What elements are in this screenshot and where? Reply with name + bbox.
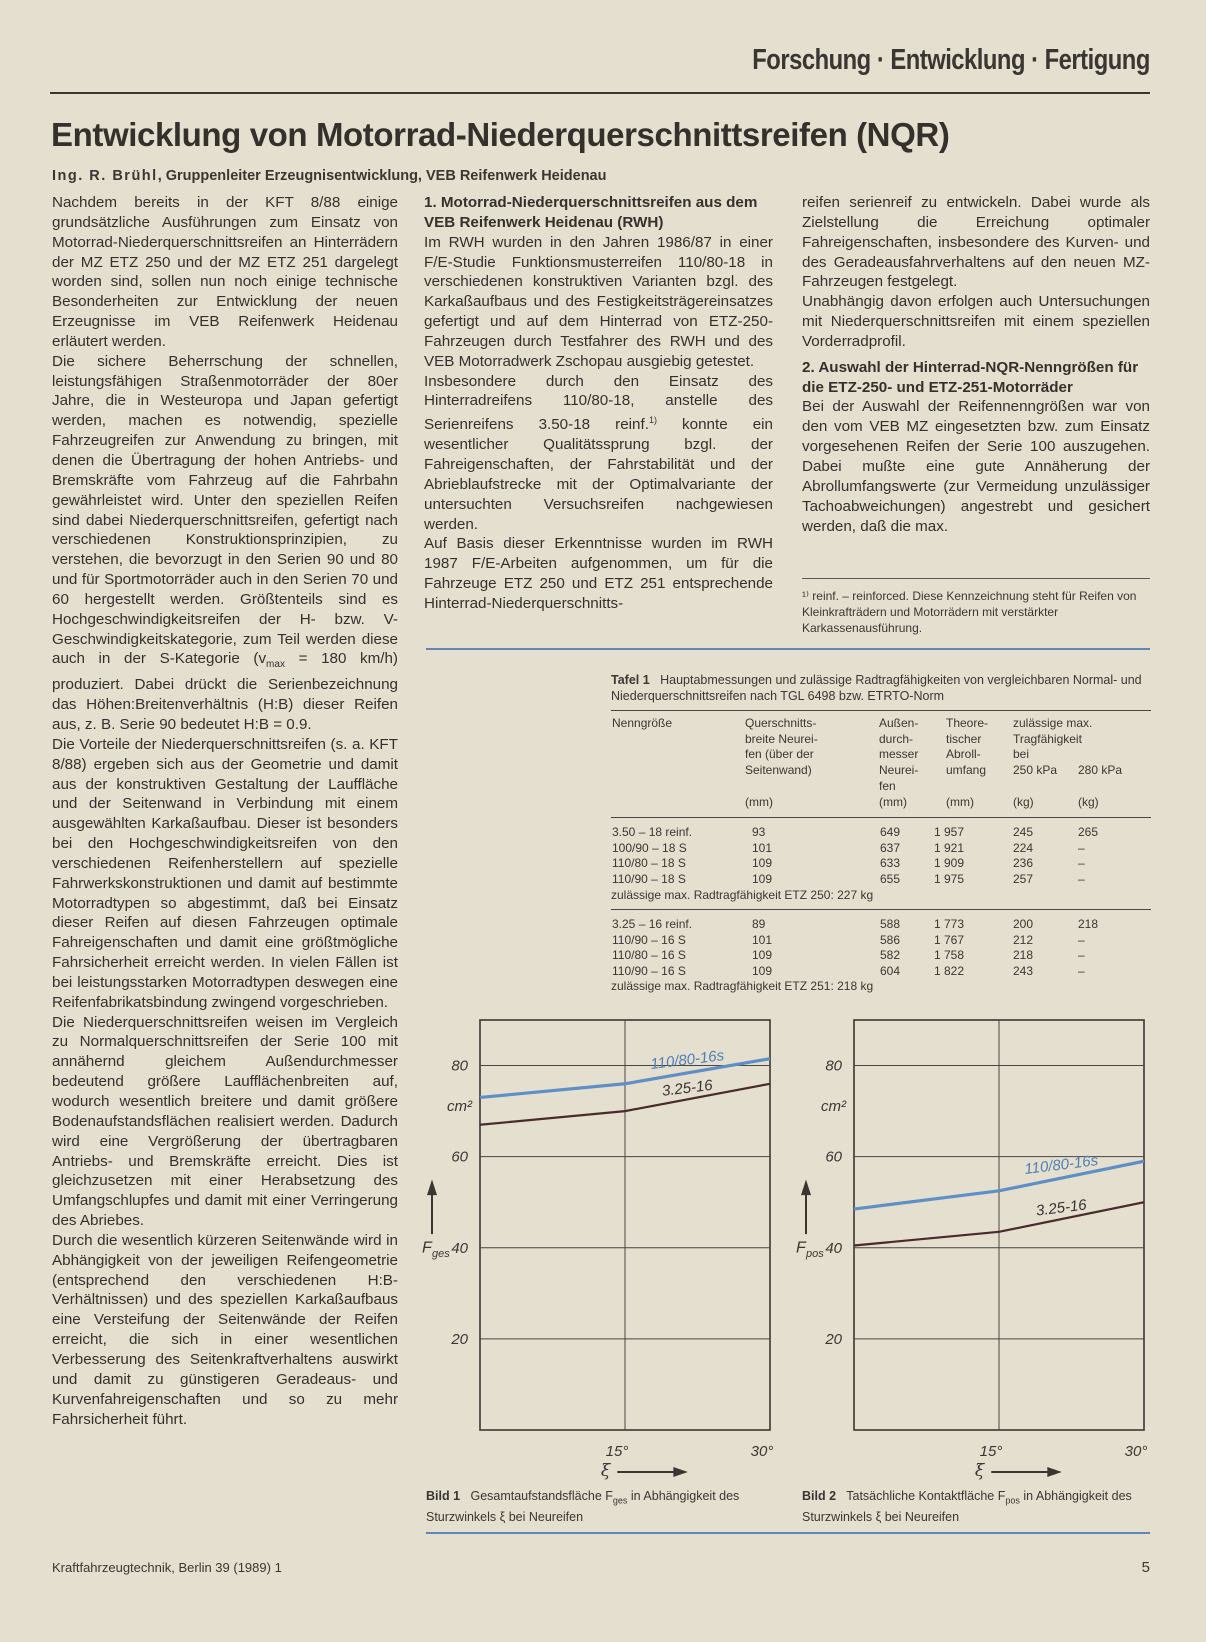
y-unit-label: cm² — [821, 1098, 846, 1116]
table-cell: 3.25 – 16 reinf. — [612, 917, 693, 931]
table-cell: 200 — [1013, 917, 1034, 931]
paragraph: Die Vorteile der Niederquerschnittsreifen (s. a. KFT 8/88) ergeben sich aus der Geometrie und damit aus der konstruktiven Gestaltung der Lauffläche und der Seitenwand in Verbindung mit einem ausgewählten Karkaßaufbau. Dieser ist besonders bei den Hochgeschwindigkeitsreifen von den verschiedenen Reifenherstellern auf spezielle Fahrwerkskonstruktionen und damit auf bestimmte Motorradtypen so abgestimmt, daß bei Einsatz dieser Reifen auf diesen Fahrzeugen optimale Fahreigenschaften und damit eine größtmögliche Fahrsicherheit erreicht werden. In vielen Fällen ist bei leistungsstarken Motorradtypen deswegen eine Reifenfabrikatsbindung zwingend vorgeschrieben. — [52, 735, 398, 1011]
author-name: Ing. R. Brühl — [52, 168, 158, 184]
table-rule — [611, 909, 1151, 910]
y-tick-label: 40 — [825, 1239, 842, 1257]
table-row — [611, 825, 1151, 841]
table-label: Tafel 1 — [611, 673, 650, 687]
text-run: = 180 km/h) produziert. Dabei drückt die Serienbezeichnung das Höhen:Breitenverhältnis (H:B) dieser Reifen aus, z. B. Serie 90 bedeutet H:B = 0.9. — [52, 650, 398, 733]
series-label: 110/80-16s — [649, 1047, 726, 1073]
table-cell: 110/80 – 16 S — [612, 948, 686, 963]
x-tick-label: 30° — [1124, 1443, 1148, 1460]
col-header-width-unit: (mm) — [745, 795, 773, 809]
caption-label: Bild 1 — [426, 1489, 461, 1503]
table-summary-etz250: zulässige max. Radtragfähigkeit ETZ 250: 227 kg — [611, 888, 874, 902]
table-cell: 93 — [752, 825, 766, 839]
y-unit-label: cm² — [447, 1098, 472, 1116]
col-header-250kpa: 250 kPa — [1013, 763, 1058, 777]
caption-text: in Abhängigkeit des Sturzwinkels ξ bei Neureifen — [426, 1489, 740, 1524]
table-cell: 110/80 – 18 S — [612, 856, 686, 871]
table-cell: 637 — [880, 840, 901, 855]
table-row — [611, 948, 1151, 964]
text-column-3 — [802, 193, 1150, 536]
table-row — [611, 841, 1151, 857]
paragraph: Unabhängig davon erfolgen auch Untersuchungen mit Niederquerschnittsreifen mit einem speziellen Vorderradprofil. — [802, 293, 1150, 350]
text-column-2 — [424, 193, 773, 614]
y-tick-label: 80 — [451, 1057, 468, 1075]
table-cell: 1 909 — [934, 856, 965, 871]
table-cell: 89 — [752, 917, 766, 931]
table-summary-etz251: zulässige max. Radtragfähigkeit ETZ 251: 218 kg — [611, 979, 874, 993]
paragraph: Bei der Auswahl der Reifennenngrößen war von den vom VEB MZ eingesetzten bzw. zum Einsatz vorgesehenen Reifen der Serie 100 auszugehen. Dabei mußte eine gute Annäherung der Abrollumfangswerte (zur Vermeidung unzulässiger Tachoabweichungen) angestrebt und gesichert werden, daß die max. — [802, 398, 1150, 535]
paragraph: Durch die wesentlich kürzeren Seitenwände wird in Abhängigkeit von der jeweiligen Reifengeometrie (entsprechend den verschiedenen H:B-Verhältnissen) und des speziellen Karkaßaufbaus eine Versteifung der Seitenwände der Reifen erreicht, die sich in einer wesentlichen Verbesserung des Seitenkraftverhaltens auswirkt und damit zu günstigeren Geradeaus- und Kurvenfahreigenschaften und so zu mehr Fahrsicherheit führt. — [52, 1231, 398, 1428]
table-cell: 586 — [880, 932, 901, 947]
table-cell: 212 — [1013, 932, 1034, 947]
x-axis-arrowhead — [673, 1467, 688, 1477]
chart-caption-2 — [802, 1488, 1154, 1526]
table-cell: 110/90 – 18 S — [612, 872, 686, 887]
y-tick-label: 40 — [451, 1239, 468, 1257]
table-cell: 633 — [880, 856, 901, 871]
table-cell: – — [1078, 840, 1085, 855]
page-number: 5 — [1141, 1559, 1150, 1576]
blue-divider — [426, 1532, 1150, 1534]
col-header-diameter-unit: (mm) — [879, 795, 907, 809]
paragraph: Auf Basis dieser Erkenntnisse wurden im RWH 1987 F/E-Arbeiten aufgenommen, um für die Fahrzeuge ETZ 250 und ETZ 251 entsprechende Hinterrad-Niederquerschnitts- — [424, 535, 773, 612]
y-axis-label: F — [796, 1239, 806, 1257]
x-axis-arrowhead — [1047, 1467, 1062, 1477]
author-affiliation: , Gruppenleiter Erzeugnisentwicklung, VEB Reifenwerk Heidenau — [157, 168, 607, 184]
section-heading-1: 1. Motorrad-Niederquerschnittsreifen aus dem VEB Reifenwerk Heidenau (RWH) — [424, 194, 758, 231]
footnote-ref: 1) — [648, 415, 657, 426]
table-cell: 109 — [752, 872, 773, 887]
table-cell: 649 — [880, 825, 901, 839]
table-cell: 3.50 – 18 reinf. — [612, 825, 693, 839]
subscript: max — [266, 659, 285, 671]
y-tick-label: 80 — [825, 1057, 842, 1075]
y-axis-label: F — [422, 1239, 432, 1257]
journal-footer: Kraftfahrzeugtechnik, Berlin 39 (1989) 1 — [52, 1560, 282, 1575]
table-cell: 604 — [880, 964, 901, 979]
table-cell: 243 — [1013, 964, 1034, 979]
table-row — [611, 964, 1151, 980]
paragraph — [424, 372, 773, 535]
table-caption — [611, 672, 1151, 704]
text-run: Insbesondere durch den Einsatz des Hinterradreifens 110/80-18, anstelle des Serienreifens 3.50-18 reinf. — [424, 372, 773, 434]
table-caption-text: Hauptabmessungen und zulässige Radtragfähigkeiten von vergleichbaren Normal- und Niederquerschnittsreifen nach TGL 6498 bzw. ETRTO-Norm — [611, 673, 1142, 703]
table-cell: – — [1078, 872, 1085, 887]
table-cell: – — [1078, 948, 1085, 963]
table-cell: – — [1078, 856, 1085, 871]
table-cell: 1 921 — [934, 840, 965, 855]
table-cell: 588 — [880, 917, 901, 931]
col-header-280kpa-unit: (kg) — [1078, 795, 1099, 809]
table-cell: 224 — [1013, 840, 1034, 855]
table-cell: 1 975 — [934, 872, 965, 887]
col-header-circumference: Theore- tischer Abroll- umfang — [946, 716, 989, 778]
table-row — [611, 933, 1151, 949]
table-cell: 109 — [752, 856, 773, 871]
table-cell: – — [1078, 964, 1085, 979]
table-cell: 109 — [752, 964, 773, 979]
paragraph: Im RWH wurden in den Jahren 1986/87 in einer F/E-Studie Funktionsmusterreifen 110/80-18 in verschiedenen konstruktiven Varianten bzgl. des Karkaßaufbaus und des Festigkeitsträgereinsatzes gefertigt und auf dem Hinterrad von ETZ-250-Fahrzeugen durch Testfahrer des RWH und des VEB Motorradwerk Zschopau ausgiebig getestet. — [424, 233, 773, 370]
text-run: konnte ein wesentlicher Qualitätssprung bzgl. der Fahreigenschaften, der Fahrstabilität und der Abrieblaufstrecke mit der Optimalvariante der untersuchten Versuchsreifen nachgewiesen werden. — [424, 416, 773, 533]
section-heading-2: 2. Auswahl der Hinterrad-NQR-Nenngrößen für die ETZ-250- und ETZ-251-Motorräder — [802, 358, 1139, 396]
text-column-1 — [52, 193, 398, 1429]
caption-subscript: pos — [1005, 1495, 1020, 1506]
table-cell: – — [1078, 932, 1085, 947]
y-tick-label: 20 — [825, 1330, 842, 1348]
table-cell: 109 — [752, 948, 773, 963]
x-axis-label: ξ — [974, 1461, 985, 1480]
col-header-size: Nenngröße — [612, 716, 673, 730]
y-axis-label-subscript: ges — [432, 1247, 450, 1260]
table-cell: 1 957 — [934, 825, 965, 839]
table-rule — [611, 710, 1151, 711]
paragraph: Die Niederquerschnittsreifen weisen im Vergleich zu Normalquerschnittsreifen der Serie 100 mit annähernd gleichem Außendurchmesser bedeutend größere Laufflächenbreiten auf, wodurch wesentlich breitere und damit größere Bodenaufstandsflächen realisiert werden. Dadurch wird eine Vergrößerung der übertragbaren Antriebs- und Bremskräfte erreicht. Dies ist gleichzusetzen mit einer Herabsetzung des Umfangschlupfes und damit mit einer Verringerung des Abriebes. — [52, 1013, 398, 1230]
col-header-width: Querschnitts- breite Neurei- fen (über der Seitenwand) — [745, 716, 818, 778]
chart-bild-2 — [794, 1010, 1154, 1480]
x-tick-label: 15° — [605, 1443, 629, 1460]
table-cell: 257 — [1013, 872, 1034, 887]
caption-label: Bild 2 — [802, 1489, 837, 1503]
table-cell: 100/90 – 18 S — [612, 840, 687, 855]
y-tick-label: 60 — [825, 1148, 842, 1166]
paragraph: Nachdem bereits in der KFT 8/88 einige grundsätzliche Ausführungen zum Einsatz von Motorrad-Niederquerschnittsreifen an Hinterrädern der MZ ETZ 250 und der MZ ETZ 251 dargelegt worden sind, sollen nun noch einige technische Besonderheiten zur Entwicklung der neuen Erzeugnisse im VEB Reifenwerk Heidenau erläutert werden. — [52, 194, 398, 350]
y-axis-arrowhead — [427, 1179, 437, 1195]
table-row — [611, 872, 1151, 888]
table-cell: 236 — [1013, 856, 1034, 871]
col-header-capacity: zulässige max. Tragfähigkeit bei — [1013, 716, 1093, 762]
series-label: 110/80-16s — [1023, 1152, 1100, 1178]
caption-text: Tatsächliche Kontaktfläche F — [846, 1489, 1006, 1503]
table-cell: 1 822 — [934, 964, 965, 979]
chart-caption-1 — [426, 1488, 778, 1526]
table-cell: 110/90 – 16 S — [612, 932, 686, 947]
footnote-rule — [802, 578, 1150, 579]
x-tick-label: 15° — [979, 1443, 1003, 1460]
col-header-diameter: Außen- durch- messer Neurei- fen — [879, 716, 919, 793]
section-header: Forschung · Entwicklung · Fertigung — [752, 44, 1150, 76]
byline — [52, 168, 606, 184]
article-title: Entwicklung von Motorrad-Niederquerschnittsreifen (NQR) — [51, 116, 950, 153]
table-cell: 582 — [880, 948, 901, 963]
y-axis-label-subscript: pos — [806, 1247, 824, 1260]
table-cell: 101 — [752, 840, 773, 855]
table-cell: 218 — [1078, 917, 1099, 931]
paragraph — [52, 352, 398, 735]
table-rule — [611, 817, 1151, 818]
text-run: Die sichere Beherrschung der schnellen, leistungsfähigen Straßenmotorräder der 80er Jahre, die in Westeuropa und Japan gefertigt werden, machen es notwendig, spezielle Fahrzeugreifen zur Anwendung zu bringen, mit denen die Übertragung der hohen Antriebs- und Bremskräfte vom Fahrzeug auf die Fahrbahn gewährleistet wird. Unter den speziellen Reifen sind dabei Niederquerschnittsreifen, gefertigt nach verschiedenen Konstruktionsprinzipien, zu verstehen, die bevorzugt in den Serien 90 und 80 und für Sportmotorräder auch in den Serien 70 und 60 hergestellt werden. Größtenteils sind es Hochgeschwindigkeitsreifen der H- bzw. V-Geschwindigkeitskategorie, zum Teil werden diese auch in der S-Kategorie (v — [52, 352, 398, 668]
y-tick-label: 20 — [451, 1330, 468, 1348]
blue-divider — [426, 648, 1150, 650]
table-cell: 1 767 — [934, 932, 965, 947]
y-tick-label: 60 — [451, 1148, 468, 1166]
table-row — [611, 917, 1151, 933]
y-axis-arrowhead — [801, 1179, 811, 1195]
x-tick-label: 30° — [750, 1443, 774, 1460]
table-cell: 1 773 — [934, 917, 965, 931]
table-cell: 218 — [1013, 948, 1034, 963]
table-cell: 110/90 – 16 S — [612, 964, 686, 979]
series-label: 3.25-16 — [661, 1076, 714, 1100]
header-rule — [50, 92, 1150, 94]
footnote: ¹⁾ reinf. – reinforced. Diese Kennzeichnung steht für Reifen von Kleinkrafträdern und Motorrädern mit verstärkter Karkassenausführung. — [802, 589, 1137, 635]
table-cell: 1 758 — [934, 948, 965, 963]
caption-text: Gesamtaufstandsfläche F — [470, 1489, 613, 1503]
table-cell: 265 — [1078, 825, 1099, 839]
col-header-circumference-unit: (mm) — [946, 795, 974, 809]
caption-text: in Abhängigkeit des Sturzwinkels ξ bei Neureifen — [802, 1489, 1132, 1524]
caption-subscript: ges — [612, 1495, 628, 1506]
paragraph: reifen serienreif zu entwickeln. Dabei wurde als Zielstellung die Erreichung optimaler Fahreigenschaften, insbesondere des Kurven- und des Geradeausfahrverhaltens auf den neuen MZ-Fahrzeugen festgelegt. — [802, 194, 1150, 291]
chart-bild-1 — [420, 1010, 780, 1480]
col-header-250kpa-unit: (kg) — [1013, 795, 1034, 809]
x-axis-label: ξ — [600, 1461, 611, 1480]
table-cell: 101 — [752, 932, 773, 947]
table-cell: 655 — [880, 872, 901, 887]
series-label: 3.25-16 — [1035, 1196, 1088, 1220]
col-header-280kpa: 280 kPa — [1078, 763, 1123, 777]
table-row — [611, 856, 1151, 872]
table-cell: 245 — [1013, 825, 1034, 839]
